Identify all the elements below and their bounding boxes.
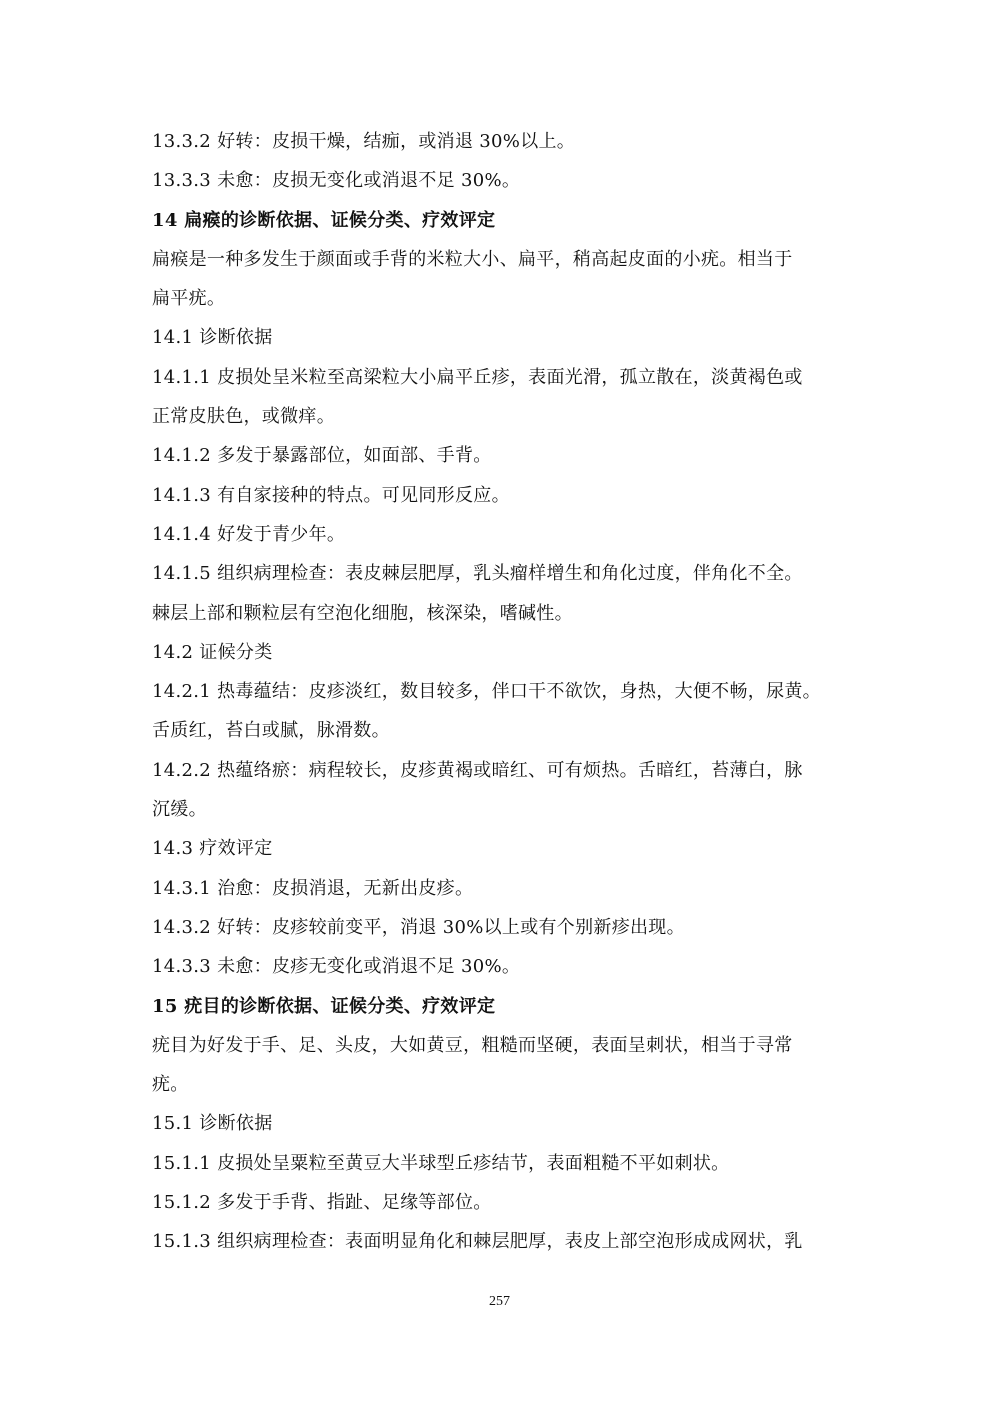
text-line: 棘层上部和颗粒层有空泡化细胞，核深染，嗜碱性。 — [152, 602, 573, 624]
text-line: 沉缓。 — [152, 799, 207, 821]
text-line: 15.1.1 皮损处呈粟粒至黄豆大半球型丘疹结节，表面粗糙不平如刺状。 — [152, 1152, 730, 1174]
page-number: 257 — [489, 1294, 510, 1309]
text-line: 14.1 诊断依据 — [152, 327, 273, 349]
text-line: 14.3.1 治愈：皮损消退，无新出皮疹。 — [152, 877, 474, 899]
text-line: 14.2 证候分类 — [152, 641, 273, 663]
text-line: 14.2.2 热蕴络瘀：病程较长，皮疹黄褐或暗红、可有烦热。舌暗红，苔薄白，脉 — [152, 759, 803, 781]
text-line: 14.1.4 好发于青少年。 — [152, 523, 346, 545]
text-line: 15.1.2 多发于手背、指趾、足缘等部位。 — [152, 1192, 492, 1214]
text-line: 14.3.3 未愈：皮疹无变化或消退不足 30%。 — [152, 956, 521, 978]
text-line: 正常皮肤色，或微痒。 — [152, 406, 335, 428]
text-line: 14.3 疗效评定 — [152, 838, 273, 860]
text-line: 扁瘊是一种多发生于颜面或手背的米粒大小、扁平，稍高起皮面的小疣。相当于 — [152, 248, 793, 270]
page-body — [152, 122, 852, 1262]
text-line: 舌质红，苔白或腻，脉滑数。 — [152, 720, 390, 742]
text-line: 14.1.2 多发于暴露部位，如面部、手背。 — [152, 445, 492, 467]
text-line: 扁平疣。 — [152, 288, 226, 310]
text-line: 疣目为好发于手、足、头皮，大如黄豆，粗糙而坚硬，表面呈刺状，相当于寻常 — [152, 1034, 793, 1056]
section-heading: 14 扁瘊的诊断依据、证候分类、疗效评定 — [152, 209, 496, 231]
text-line: 14.3.2 好转：皮疹较前变平，消退 30%以上或有个别新疹出现。 — [152, 916, 685, 938]
text-line: 13.3.2 好转：皮损干燥，结痂，或消退 30%以上。 — [152, 131, 576, 152]
text-line: 14.1.1 皮损处呈米粒至高梁粒大小扁平丘疹，表面光滑，孤立散在，淡黄褐色或 — [152, 366, 803, 388]
text-line: 15.1 诊断依据 — [152, 1113, 273, 1135]
section-heading: 15 疣目的诊断依据、证候分类、疗效评定 — [152, 995, 496, 1017]
text-line: 14.1.3 有自家接种的特点。可见同形反应。 — [152, 484, 510, 506]
text-line: 疣。 — [152, 1074, 189, 1096]
text-line: 14.1.5 组织病理检查：表皮棘层肥厚，乳头瘤样增生和角化过度，伴角化不全。 — [152, 563, 803, 585]
text-line: 13.3.3 未愈：皮损无变化或消退不足 30%。 — [152, 170, 521, 192]
text-line: 15.1.3 组织病理检查：表面明显角化和棘层肥厚，表皮上部空泡形成成网状，乳 — [152, 1231, 803, 1253]
text-line: 14.2.1 热毒蕴结：皮疹淡红，数目较多，伴口干不欲饮，身热，大便不畅，尿黄。 — [152, 681, 821, 703]
